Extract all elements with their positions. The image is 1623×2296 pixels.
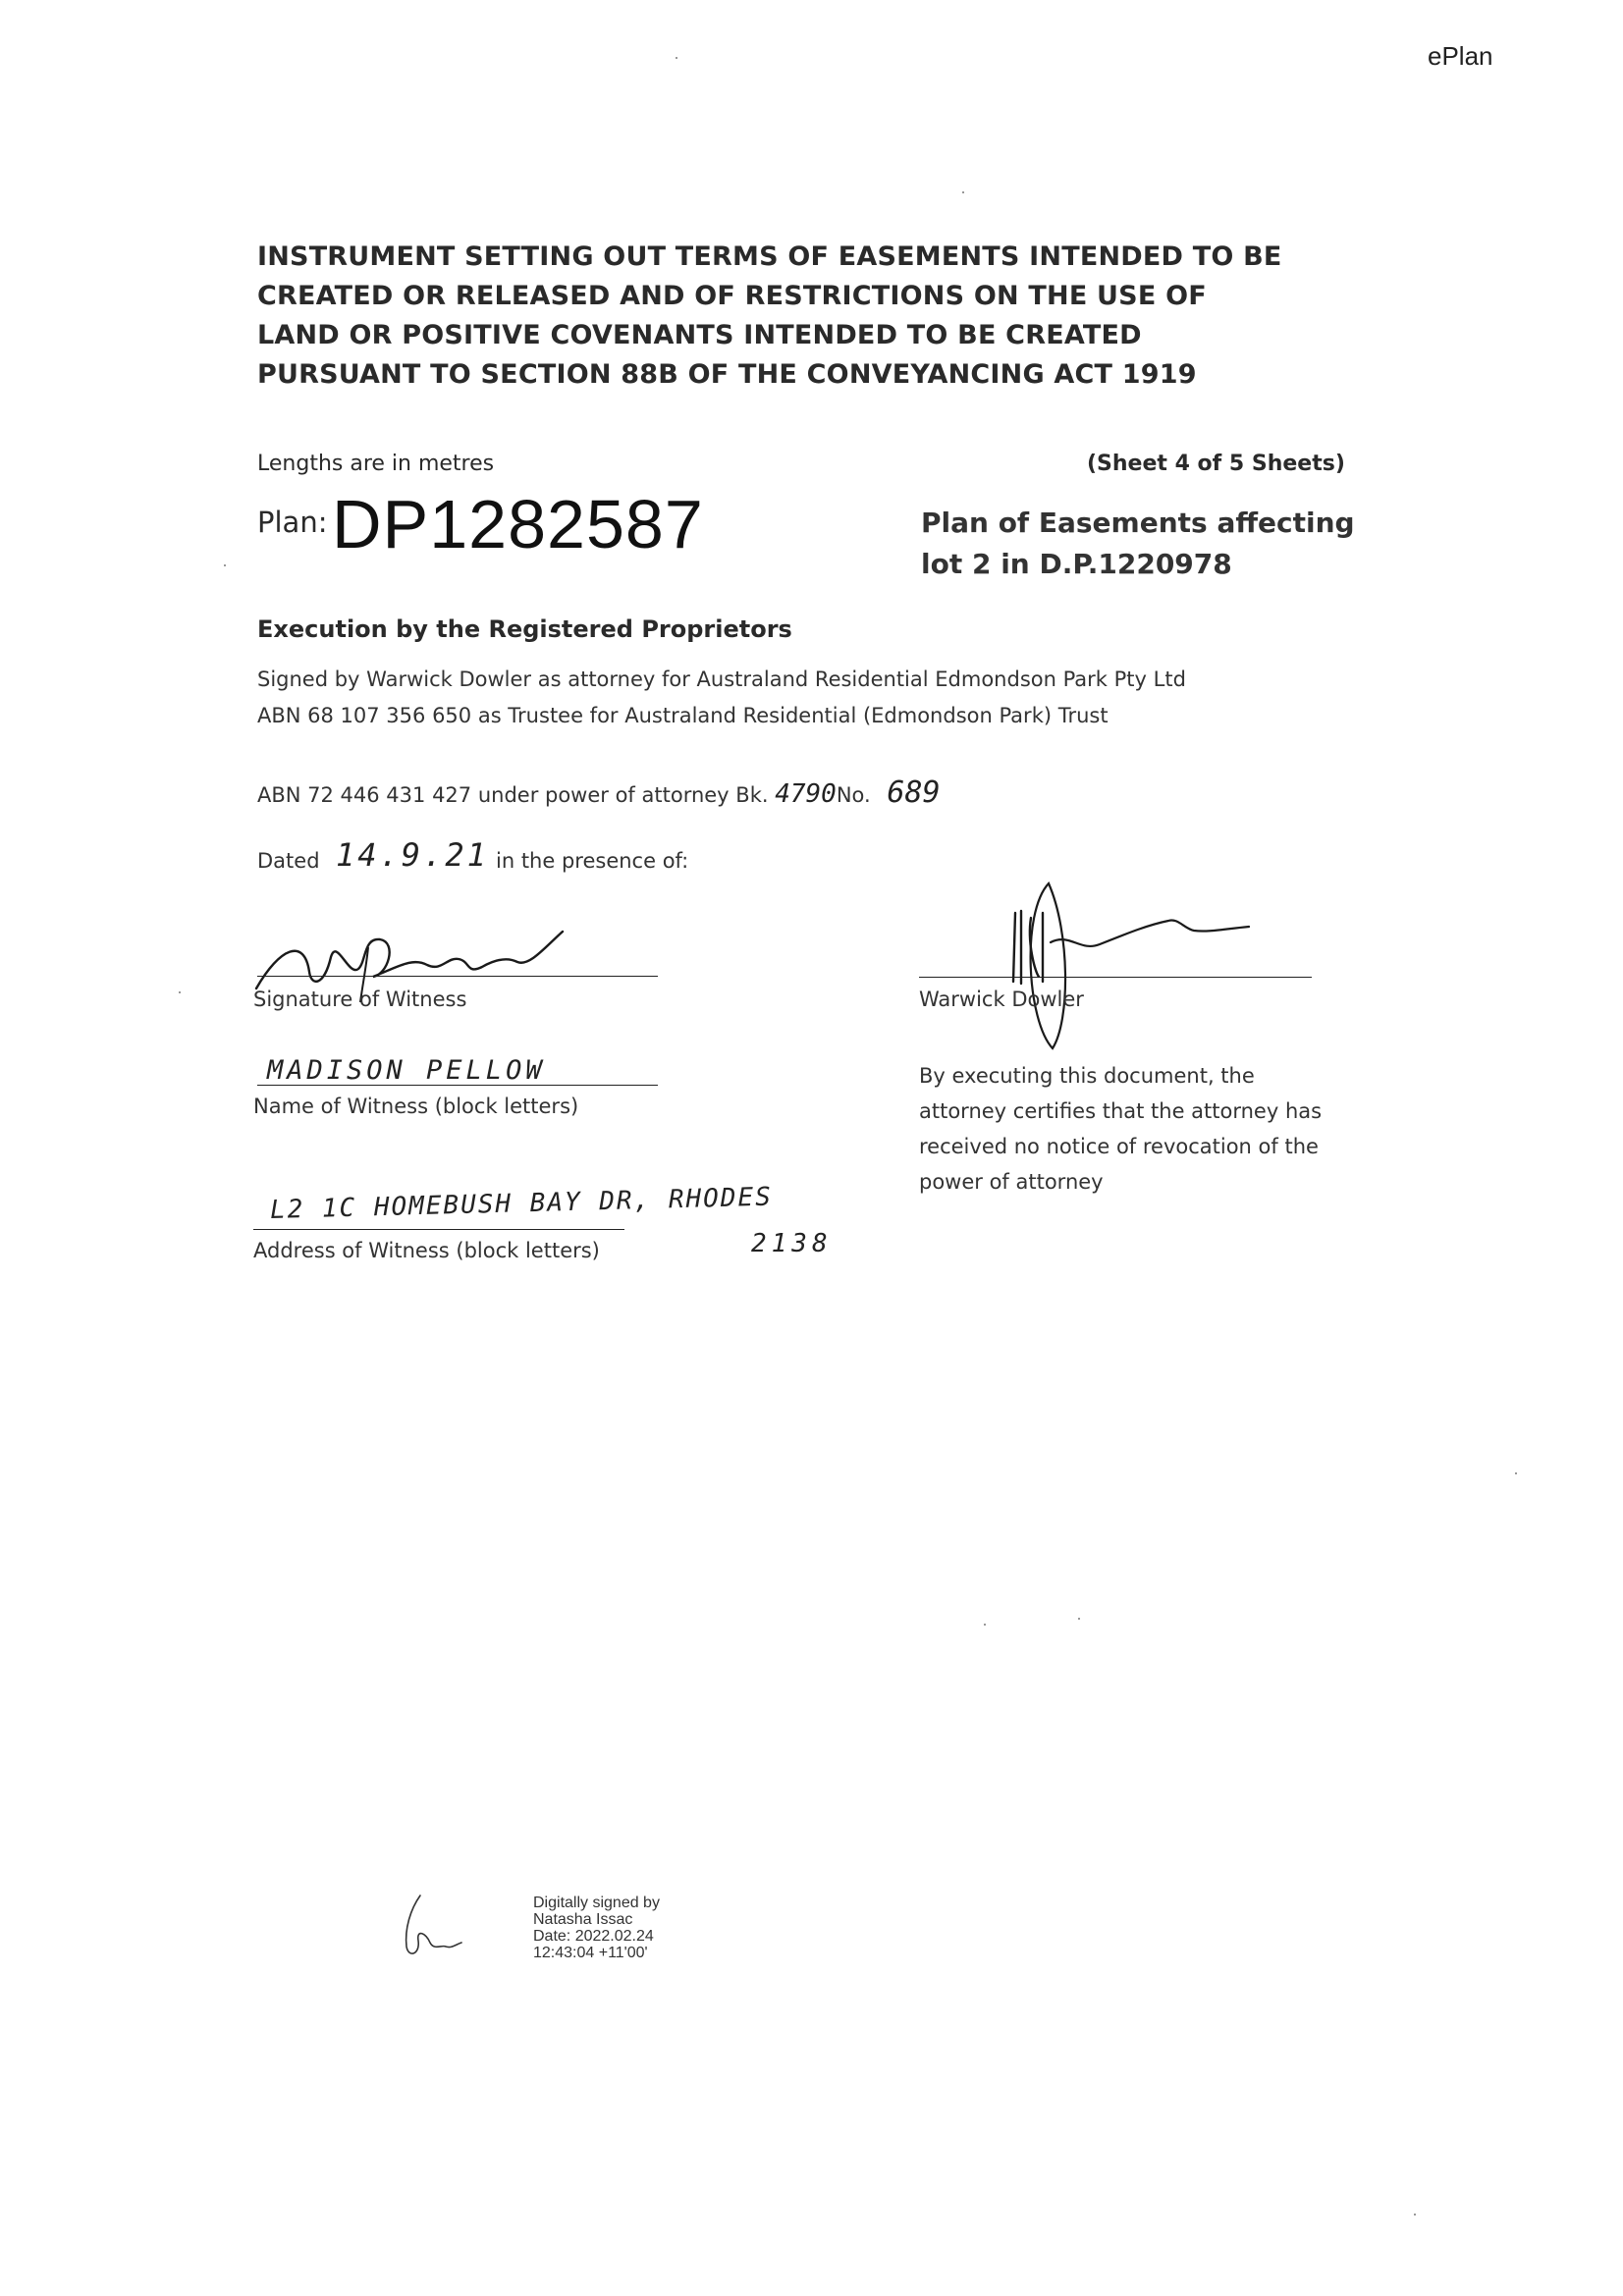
scan-speck	[984, 1624, 986, 1626]
power-of-attorney-line	[257, 775, 941, 810]
scan-speck	[1078, 1618, 1080, 1620]
witness-signature-label: Signature of Witness	[253, 988, 467, 1011]
attorney-signature	[992, 874, 1267, 1060]
document-title: INSTRUMENT SETTING OUT TERMS OF EASEMENTS INTENDED TO BE CREATED OR RELEASED AND OF RESTRICTIONS ON THE USE OF LAND OR POSITIVE COVENANTS INTENDED TO BE CREATED PURSUANT TO SECTION 88B OF THE CONVEYANCING ACT 1919	[257, 241, 1282, 390]
witness-address-line	[253, 1229, 624, 1230]
dated-label: Dated	[257, 849, 320, 873]
witness-name-label: Name of Witness (block letters)	[253, 1095, 579, 1118]
witness-name-handwritten: MADISON PELLOW	[267, 1055, 546, 1086]
digital-signature-mark	[391, 1890, 469, 1968]
digital-signature-line1: Digitally signed by	[533, 1895, 660, 1911]
witness-postcode-handwritten: 2138	[751, 1229, 833, 1258]
poa-no-label: No.	[836, 783, 871, 807]
plan-description: Plan of Easements affecting lot 2 in D.P.1220978	[921, 507, 1355, 580]
plan-prefix: Plan:	[257, 506, 328, 539]
witness-address-label: Address of Witness (block letters)	[253, 1239, 600, 1262]
scan-speck	[962, 191, 964, 193]
scan-speck	[1515, 1472, 1517, 1474]
execution-heading: Execution by the Registered Proprietors	[257, 615, 792, 643]
dated-value-handwritten: 14.9.21	[336, 836, 489, 874]
presence-label: in the presence of:	[496, 849, 689, 873]
scan-speck	[179, 991, 181, 993]
attorney-certification: By executing this document, the attorney certifies that the attorney has received no notice of revocation of the power of attorney	[919, 1064, 1323, 1194]
attorney-signature-line	[919, 977, 1312, 978]
attorney-name-label: Warwick Dowler	[919, 988, 1084, 1011]
digital-signature-line4: 12:43:04 +11'00'	[533, 1945, 648, 1961]
lengths-note: Lengths are in metres	[257, 452, 495, 476]
digital-signature-line3: Date: 2022.02.24	[533, 1928, 654, 1945]
sheet-note: (Sheet 4 of 5 Sheets)	[1087, 452, 1345, 476]
poa-number-handwritten: 689	[887, 775, 941, 810]
poa-prefix: ABN 72 446 431 427 under power of attorney Bk.	[257, 783, 769, 807]
witness-name-line	[257, 1085, 658, 1086]
scan-speck	[676, 57, 677, 59]
scan-speck	[1414, 2214, 1416, 2216]
eplan-label: ePlan	[1428, 41, 1493, 71]
signed-by-line2: ABN 68 107 356 650 as Trustee for Australand Residential (Edmondson Park) Trust	[257, 704, 1109, 727]
witness-address-handwritten: L2 1C HOMEBUSH BAY DR, RHODES	[269, 1182, 774, 1225]
scan-speck	[224, 564, 226, 566]
signed-by-line1: Signed by Warwick Dowler as attorney for Australand Residential Edmondson Park Pty Ltd	[257, 667, 1186, 691]
digital-signature-line2: Natasha Issac	[533, 1911, 633, 1928]
plan-number: DP1282587	[332, 486, 704, 562]
poa-book-handwritten: 4790	[775, 779, 837, 809]
witness-signature-line	[257, 976, 658, 977]
digital-signature-text	[533, 1895, 660, 1961]
